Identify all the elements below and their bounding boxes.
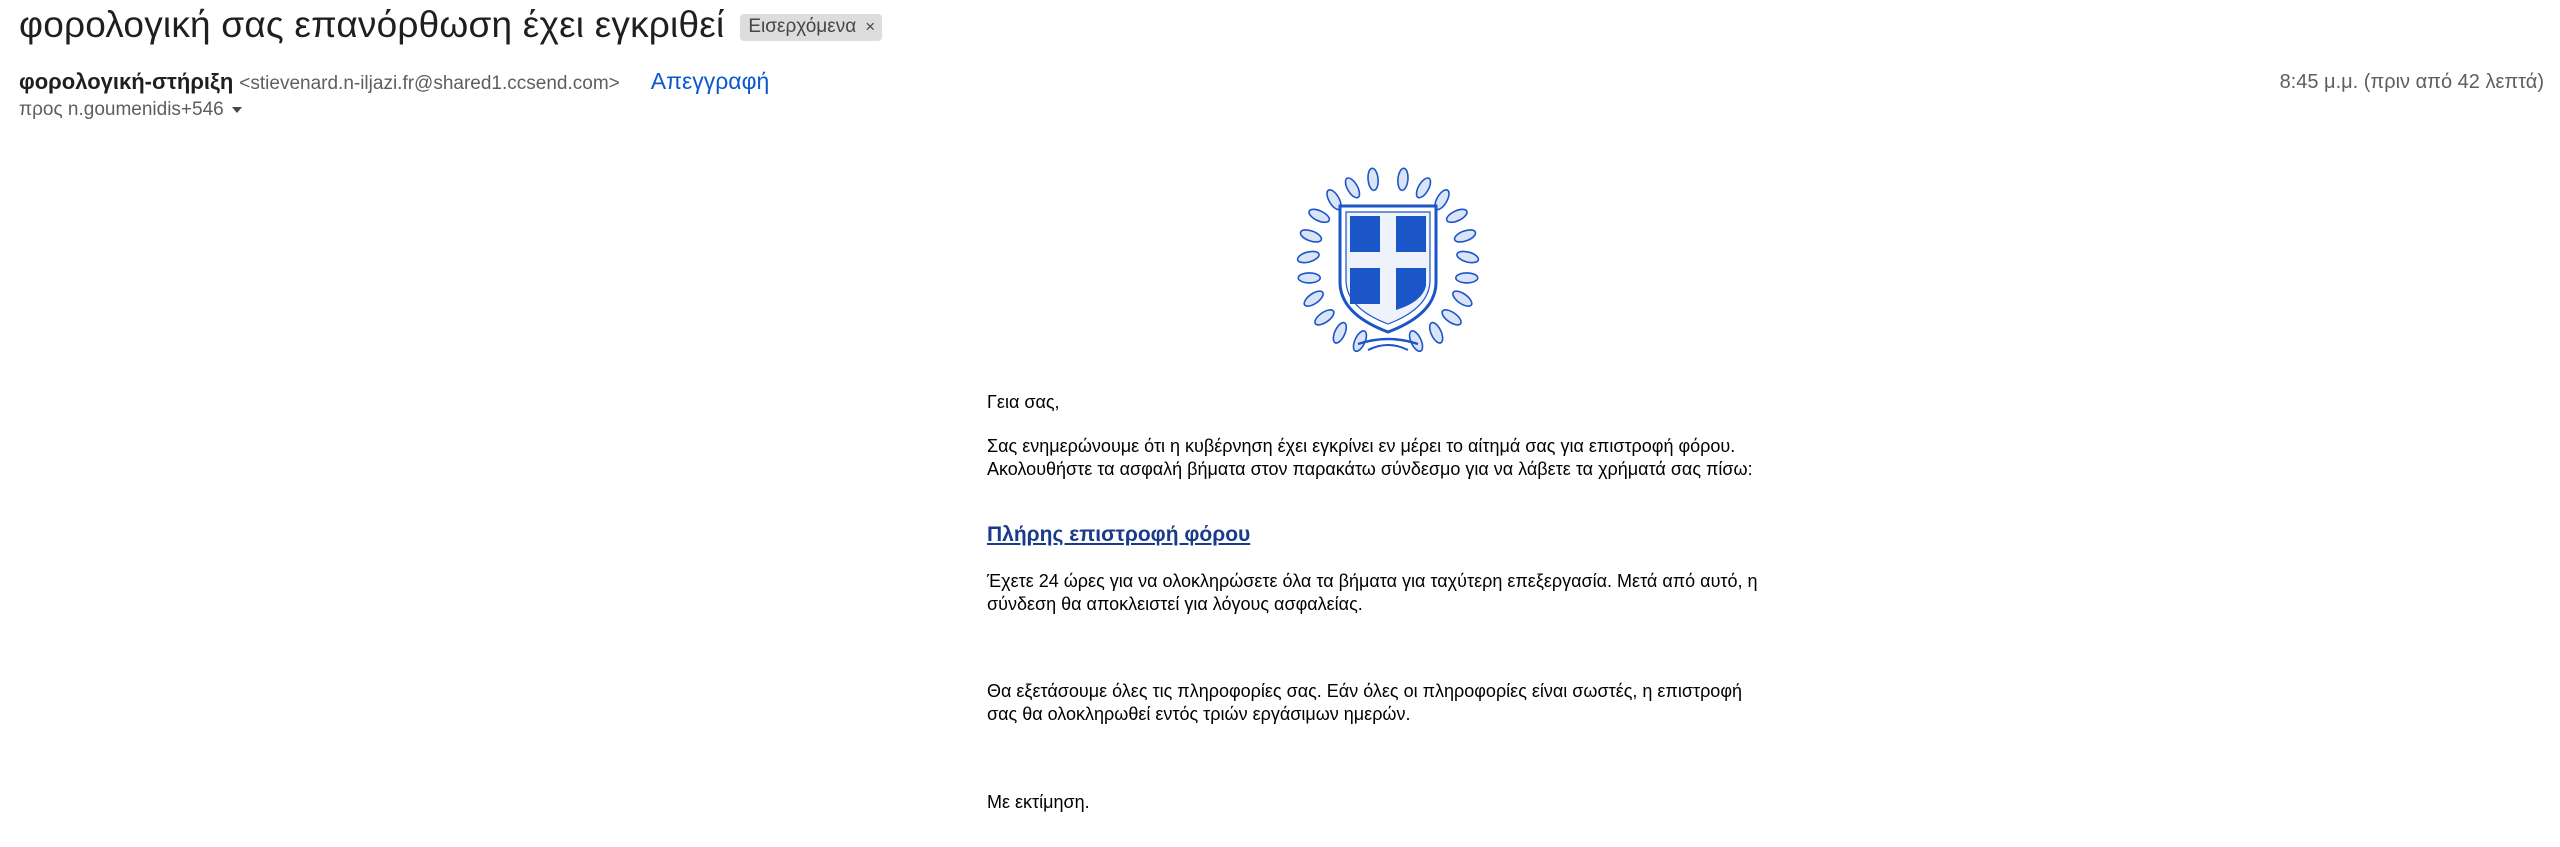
close-icon[interactable]: ×: [865, 16, 876, 36]
subject-row: [19, 4, 882, 46]
email-subject: φορολογική σας επανόρθωση έχει εγκριθεί: [19, 4, 725, 45]
email-paragraph-intro: [987, 435, 1787, 481]
inbox-label-text: Εισερχόμενα: [748, 15, 857, 37]
intro-line-2: Ακολουθήστε τα ασφαλή βήματα στον παρακάτω σύνδεσμο για να λάβετε τα χρήματά σας πίσω:: [987, 459, 1753, 479]
email-signoff: Με εκτίμηση.: [987, 792, 1090, 812]
sender-name[interactable]: φορολογική-στήριξη: [19, 69, 234, 94]
sender-row: [19, 68, 769, 95]
unsubscribe-link[interactable]: Απεγγραφή: [650, 68, 770, 94]
email-greeting: Γεια σας,: [987, 392, 1060, 412]
chevron-down-icon[interactable]: [232, 107, 242, 113]
sender-email: <stievenard.n-iljazi.fr@shared1.ccsend.com>: [239, 73, 620, 94]
greek-coat-of-arms-logo: [1288, 164, 1488, 364]
recipients-text: προς n.goumenidis+546: [19, 99, 224, 120]
tax-refund-link[interactable]: Πλήρης επιστροφή φόρου: [987, 523, 1251, 546]
inbox-label-chip[interactable]: [740, 14, 882, 41]
recipient-row[interactable]: [19, 99, 242, 121]
email-timestamp: 8:45 μ.μ. (πριν από 42 λεπτά): [2279, 71, 2544, 93]
email-paragraph-deadline: Έχετε 24 ώρες για να ολοκληρώσετε όλα τα βήματα για ταχύτερη επεξεργασία. Μετά από αυτό, η σύνδεση θα αποκλειστεί για λόγους ασφαλείας.: [987, 571, 1758, 614]
intro-line-1: Σας ενημερώνουμε ότι η κυβέρνηση έχει εγκρίνει εν μέρει το αίτημά σας για επιστροφή φόρου.: [987, 436, 1736, 456]
email-paragraph-review: Θα εξετάσουμε όλες τις πληροφορίες σας. Εάν όλες οι πληροφορίες είναι σωστές, η επιστροφή σας θα ολοκληρωθεί εντός τριών εργάσιμων ημερών.: [987, 681, 1742, 724]
shield: [1340, 206, 1436, 332]
